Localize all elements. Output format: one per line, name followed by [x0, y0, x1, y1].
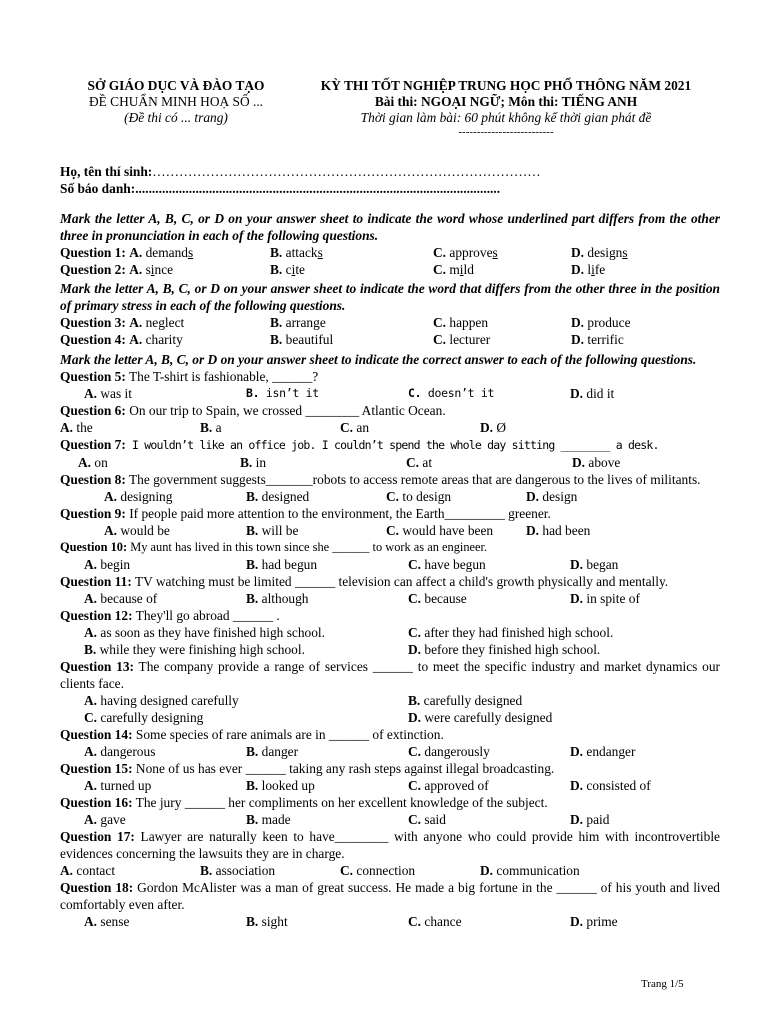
question-18-stem: Question 18: Gordon McAlister was a man of great success. He made a big fortune in the ______ of his youth and lived comfortably even after. — [60, 880, 720, 912]
option-d: D. Ø — [480, 420, 507, 435]
option-b: B. arrange — [270, 315, 326, 330]
question-10-stem: Question 10: My aunt has lived in this town since she ______ to work as an engineer. — [60, 540, 488, 554]
question-15-stem: Question 15: None of us has ever ______ taking any rash steps against illegal broadcasting. — [60, 761, 555, 776]
question-7-stem: Question 7: I wouldn’t like an office job. I couldn’t spend the whole day sitting ________ a desk. — [60, 437, 659, 452]
question-16-options — [60, 811, 720, 828]
option-b: B. association — [200, 863, 276, 878]
exam-body — [60, 210, 720, 930]
question-2 — [60, 261, 720, 278]
option-a: A. dangerous — [84, 744, 156, 759]
option-c: C. mild — [433, 262, 474, 277]
option-b: B. will be — [246, 523, 299, 538]
option-d: D. began — [570, 557, 619, 572]
exam-duration: Thời gian làm bài: 60 phút không kể thời gian phát đề — [360, 110, 652, 125]
candidate-name-row — [60, 164, 720, 180]
page-number: Trang 1/5 — [641, 978, 684, 990]
question-7-options — [60, 454, 720, 471]
question-16-stem: Question 16: The jury ______ her compliments on her excellent knowledge of the subject. — [60, 795, 548, 810]
option-c: C. said — [408, 812, 446, 827]
option-c: C. doesn’t it — [408, 386, 495, 400]
option-a: A. demands — [129, 245, 194, 260]
option-b: B. a — [200, 420, 222, 435]
option-a: A. was it — [84, 386, 132, 401]
option-c: C. happen — [433, 315, 489, 330]
option-d: D. terrific — [571, 332, 624, 347]
question-10-options — [60, 556, 720, 573]
page-count-note: (Đề thi có ... trang) — [124, 110, 228, 125]
option-c: C. approves — [433, 245, 498, 260]
question-11-options — [60, 590, 720, 607]
candidate-id-row — [60, 181, 720, 197]
option-d: D. design — [526, 489, 578, 504]
option-a: A. as soon as they have finished high school. — [84, 625, 326, 640]
option-c: C. would have been — [386, 523, 494, 538]
option-d: D. communication — [480, 863, 580, 878]
question-label: Question 1: — [60, 245, 126, 260]
option-b: B. although — [246, 591, 309, 606]
option-c: C. at — [406, 455, 433, 470]
option-c: C. chance — [408, 914, 462, 929]
question-5-stem: Question 5: The T-shirt is fashionable, ______? — [60, 369, 319, 384]
question-14-options — [60, 743, 720, 760]
option-d: D. had been — [526, 523, 591, 538]
option-a: A. contact — [60, 863, 116, 878]
question-17-stem: Question 17: Lawyer are naturally keen to have________ with anyone who could provide him with incontrovertible evidences concerning the lawsuits they are in charge. — [60, 829, 720, 861]
option-d: D. endanger — [570, 744, 636, 759]
option-d: D. designs — [571, 245, 628, 260]
option-d: D. did it — [570, 386, 615, 401]
question-9-options — [60, 522, 720, 539]
exam-subject: Bài thi: NGOẠI NGỮ; Môn thi: TIẾNG ANH — [374, 94, 638, 109]
exam-header — [60, 78, 720, 140]
option-a: A. gave — [84, 812, 126, 827]
option-b: B. cite — [270, 262, 305, 277]
question-11-stem: Question 11: TV watching must be limited ______ television can affect a child's growth physically and mentally. — [60, 574, 669, 589]
question-17-options — [60, 862, 720, 879]
option-b: B. made — [246, 812, 291, 827]
option-b: B. in — [240, 455, 267, 470]
option-c: C. an — [340, 420, 370, 435]
option-c: C. connection — [340, 863, 416, 878]
option-b: B. isn’t it — [246, 386, 319, 400]
section-instruction-pronunciation: Mark the letter A, B, C, or D on your answer sheet to indicate the word whose underlined part differs from the other three in pronunciation in each of the following questions. — [60, 211, 720, 243]
option-a: A. having designed carefully — [84, 693, 239, 708]
candidate-name-label: Họ, tên thí sinh: — [60, 164, 153, 179]
candidate-id-field[interactable]: ............................................................................................................. — [135, 181, 501, 196]
question-8-options — [60, 488, 720, 505]
option-b: B. danger — [246, 744, 299, 759]
question-9-stem: Question 9: If people paid more attention to the environment, the Earth_________ greener. — [60, 506, 551, 521]
question-4: Question 4: A. charity B. beautiful C. lecturer D. terrific — [60, 332, 624, 347]
question-1 — [60, 244, 720, 261]
option-b: B. carefully designed — [408, 693, 523, 708]
option-a: A. sense — [84, 914, 130, 929]
exam-code: ĐỀ CHUẨN MINH HOẠ SỐ ... — [88, 94, 264, 109]
option-b: B. sight — [246, 914, 288, 929]
question-13-options-row1 — [60, 692, 720, 709]
option-c: C. have begun — [408, 557, 486, 572]
question-6-stem: Question 6: On our trip to Spain, we crossed ________ Atlantic Ocean. — [60, 403, 446, 418]
option-d: D. above — [572, 455, 621, 470]
department-name: SỞ GIÁO DỤC VÀ ĐÀO TẠO — [87, 78, 265, 93]
option-a: A. since — [129, 262, 174, 277]
question-label: Question 2: — [60, 262, 126, 277]
question-12-options-row1 — [60, 624, 720, 641]
option-b: B. had begun — [246, 557, 318, 572]
option-c: C. dangerously — [408, 744, 490, 759]
section-instruction-stress: Mark the letter A, B, C, or D on your answer sheet to indicate the word that differs from the other three in the position of primary stress in each of the following questions. — [60, 281, 720, 313]
option-c: C. approved of — [408, 778, 489, 793]
option-b: B. looked up — [246, 778, 315, 793]
option-a: A. the — [60, 420, 93, 435]
option-b: B. beautiful — [270, 332, 334, 347]
candidate-name-field[interactable]: …………………………………………………………………………… — [152, 164, 541, 179]
option-d: D. before they finished high school. — [408, 642, 601, 657]
option-d: D. paid — [570, 812, 610, 827]
option-d: D. were carefully designed — [408, 710, 553, 725]
option-a: A. would be — [104, 523, 170, 538]
question-8-stem: Question 8: The government suggests_______robots to access remote areas that are dangerous to the lives of militants. — [60, 472, 701, 487]
exam-title: KỲ THI TỐT NGHIỆP TRUNG HỌC PHỔ THÔNG NĂM 2021 — [320, 78, 692, 93]
candidate-id-label: Số báo danh: — [60, 181, 136, 196]
option-a: A. on — [78, 455, 108, 470]
header-divider: -------------------------- — [458, 126, 554, 138]
option-a: A. begin — [84, 557, 131, 572]
section-instruction-correct-answer: Mark the letter A, B, C, or D on your answer sheet to indicate the correct answer to each of the following questions. — [60, 352, 697, 367]
question-15-options — [60, 777, 720, 794]
option-c: C. carefully designing — [84, 710, 204, 725]
option-d: D. consisted of — [570, 778, 651, 793]
option-b: B. while they were finishing high school. — [84, 642, 305, 657]
question-13-stem: Question 13: The company provide a range of services ______ to meet the specific industry and market dynamics our clients face. — [60, 659, 720, 691]
option-a: A. designing — [104, 489, 173, 504]
question-13-options-row2 — [60, 709, 720, 726]
option-a: A. because of — [84, 591, 158, 606]
option-d: D. life — [571, 262, 606, 277]
question-12-stem: Question 12: They'll go abroad ______ . — [60, 608, 280, 623]
question-14-stem: Question 14: Some species of rare animals are in ______ of extinction. — [60, 727, 444, 742]
option-c: C. after they had finished high school. — [408, 625, 614, 640]
option-c: C. because — [408, 591, 467, 606]
option-c: C. lecturer — [433, 332, 491, 347]
option-d: D. prime — [570, 914, 618, 929]
option-a: A. neglect — [129, 315, 185, 330]
question-6-options — [60, 419, 720, 436]
option-d: D. in spite of — [570, 591, 640, 606]
option-a: A. turned up — [84, 778, 152, 793]
option-b: B. designed — [246, 489, 310, 504]
option-c: C. to design — [386, 489, 452, 504]
question-5-options — [60, 385, 720, 402]
option-a: A. charity — [129, 332, 183, 347]
question-3: Question 3: A. neglect B. arrange C. happen D. produce — [60, 315, 631, 330]
question-18-options — [60, 913, 720, 930]
question-12-options-row2 — [60, 641, 720, 658]
option-b: B. attacks — [270, 245, 323, 260]
option-d: D. produce — [571, 315, 631, 330]
